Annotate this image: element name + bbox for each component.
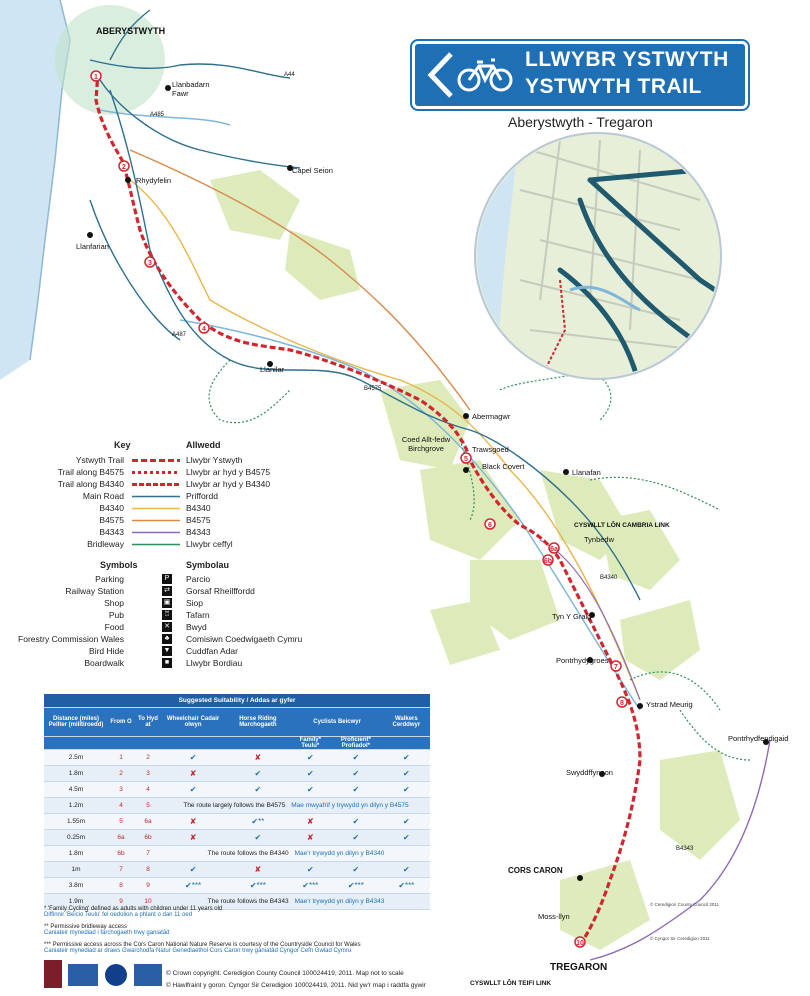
key-label-cy: Llwybr ar hyd y B4340 (186, 479, 271, 489)
bicycle-icon (455, 54, 515, 94)
label-pontrhydfendigaid: Pontrhydfendigaid (728, 734, 789, 743)
note-cors-caron (44, 942, 361, 954)
railway-station-icon: ⇄ (162, 586, 172, 596)
key-label-en: B4343 (99, 527, 124, 537)
key-label-cy: B4575 (186, 515, 211, 525)
table-cell: ✔ (329, 862, 383, 878)
symbol-label-en: Bird Hide (89, 646, 124, 656)
key-row (0, 455, 320, 466)
table-cell: ✔ (292, 782, 329, 798)
key-heading-en: Key (114, 440, 131, 450)
sign-title-welsh: LLWYBR YSTWYTH (525, 48, 729, 71)
key-row (0, 515, 320, 526)
table-header-row (44, 708, 430, 737)
table-cell: ✔ (329, 750, 383, 766)
table-cell: ✘ (224, 862, 291, 878)
table-row (44, 766, 430, 782)
symbol-label-en: Food (104, 622, 124, 632)
key-label-en: Trail along B4340 (57, 479, 124, 489)
svg-text:6a: 6a (550, 546, 558, 553)
symbol-label-cy: Siop (186, 598, 204, 608)
symbol-label-cy: Bwyd (186, 622, 207, 632)
symbol-row (0, 622, 320, 633)
road-label-a44: A44 (284, 72, 295, 78)
table-cell: ✘ (162, 814, 224, 830)
key-row (0, 479, 320, 490)
symbol-row (0, 646, 320, 657)
route-note-cy: Mae mwyafrif y trywydd yn dilyn y B4575 (291, 802, 409, 809)
table-cell: ✔ (162, 750, 224, 766)
table-row (44, 846, 430, 862)
route-note-en: The route follows the B4340 (207, 850, 289, 857)
col-proficient: Proficient* Profiadol* (329, 737, 383, 750)
symbol-label-en: Railway Station (65, 586, 124, 596)
table-cell: 8 (108, 878, 134, 894)
road-label-a485: A485 (150, 112, 165, 118)
note-bridleway (44, 924, 169, 936)
note-cy: Diffinnir 'Beicio Teulu' fel oedolion a phlant o dan 11 oed (44, 912, 193, 918)
svg-text:8: 8 (620, 700, 624, 707)
road-label-b4340: B4340 (600, 575, 618, 581)
table-cell: 4.5m (44, 782, 108, 798)
symbols-heading-cy: Symbolau (186, 560, 230, 570)
key-label-cy: Llwybr Ystwyth (186, 455, 243, 465)
table-cell: 2 (108, 766, 134, 782)
table-cell: ✔ (292, 862, 329, 878)
table-cell: ✔ (224, 766, 291, 782)
table-row (44, 862, 430, 878)
route-note-en: The route largely follows the B4575 (183, 802, 286, 809)
note-cy: Caniateir mynediad i farchogaeth trwy ganiatâd (44, 930, 170, 936)
wag-logo (68, 964, 98, 986)
svg-text:5: 5 (464, 456, 468, 463)
table-row (44, 750, 430, 766)
symbol-label-cy: Parcio (186, 574, 211, 584)
table-cell: 1m (44, 862, 108, 878)
table-cell: 2.5m (44, 750, 108, 766)
parking-icon: P (162, 574, 172, 584)
label-tregaron: TREGARON (550, 962, 608, 973)
key-label-en: B4575 (99, 515, 124, 525)
copyright-cy: © Hawlfraint y goron. Cyngor Sir Ceredigion 100024419, 2011. Nid yw'r map i raddfa gywir (166, 982, 426, 989)
funding-logo (134, 964, 162, 986)
label-tyn-y-graig: Tyn Y Graig (552, 612, 592, 621)
col-cyclists: Cyclists Beicwyr (292, 708, 383, 737)
trail-swatch (132, 459, 180, 462)
table-cell: 6a (108, 830, 134, 846)
label-llanafan: Llanafan (572, 468, 601, 477)
bird-hide-icon: ▼ (163, 647, 171, 654)
symbol-label-cy: Comisiwn Coedwigaeth Cymru (186, 634, 303, 644)
col-to: To Hyd at (134, 708, 162, 737)
svg-text:6: 6 (488, 522, 492, 529)
key-label-cy: B4343 (186, 527, 211, 537)
table-cell: 1.55m (44, 814, 108, 830)
key-row (0, 527, 320, 538)
table-cell: ✘ (224, 750, 291, 766)
label-trawsgoed: Trawsgoed (472, 445, 509, 454)
label-llanfarian: Llanfarian (76, 242, 109, 251)
table-cell: ✔ (383, 830, 430, 846)
table-cell: ✘ (292, 830, 329, 846)
table-cell: 2 (134, 750, 162, 766)
route-note-cy: Mae'r trywydd yn dilyn y B4340 (294, 850, 385, 857)
blank-cell (383, 737, 430, 750)
table-cell: ✔*** (383, 878, 430, 894)
table-cell: 1.8m (44, 766, 108, 782)
table-cell: 6b (134, 830, 162, 846)
label-lon-teifi: CYSWLLT LÔN TEIFI LINK (470, 980, 552, 987)
b4343-swatch (132, 531, 180, 534)
main-road-swatch (132, 495, 180, 498)
symbol-row (0, 586, 320, 597)
suitability-table (44, 694, 430, 910)
food-icon: ✕ (162, 622, 172, 632)
symbol-label-cy: Cuddfan Adar (186, 646, 238, 656)
table-cell: 4 (108, 798, 134, 814)
col-distance: Distance (miles) Pellter (milltiroedd) (44, 708, 108, 737)
table-cell: ✔ (383, 814, 430, 830)
symbol-label-en: Forestry Commission Wales (18, 634, 124, 644)
table-cell: 5 (108, 814, 134, 830)
table-cell: 3.8m (44, 878, 108, 894)
table-cell: ✔ (162, 782, 224, 798)
label-ystrad-meurig: Ystrad Meurig (646, 700, 693, 709)
table-row (44, 878, 430, 894)
table-cell: 8 (134, 862, 162, 878)
eu-flag-logo (105, 964, 127, 986)
key-label-en: Main Road (82, 491, 124, 501)
blank-cell (44, 737, 292, 750)
table-cell: 1.8m (44, 846, 108, 862)
key-row (0, 491, 320, 502)
table-cell: 9 (134, 878, 162, 894)
note-en: ** Permissive bridleway access (44, 924, 128, 930)
key-label-en: Trail along B4575 (57, 467, 124, 477)
svg-text:6b: 6b (543, 558, 553, 565)
table-cell: 7 (108, 862, 134, 878)
note-en: * 'Family Cycling' defined as adults with children under 11 years old (44, 906, 223, 912)
table-row (44, 814, 430, 830)
label-abermagwr: Abermagwr (472, 412, 511, 421)
road-label-b4343: B4343 (676, 846, 694, 852)
table-cell: ✔ (162, 862, 224, 878)
symbol-row (0, 598, 320, 609)
table-cell (162, 798, 430, 814)
trail-b4340-swatch (132, 483, 180, 486)
label-rhydyfelin: Rhydyfelin (136, 176, 172, 185)
shop-icon: ▣ (163, 599, 171, 606)
table-cell: 10 (134, 894, 162, 910)
symbol-row (0, 634, 320, 645)
sign-title-english: YSTWYTH TRAIL (525, 75, 702, 98)
table-title-row (44, 694, 430, 708)
table-cell: ✔*** (162, 878, 224, 894)
table-cell: ✔ (329, 782, 383, 798)
bridleway-swatch (132, 543, 180, 546)
table-cell: 5 (134, 798, 162, 814)
symbol-label-cy: Tafarn (186, 610, 210, 620)
route-note-en: The route follows the B4343 (207, 898, 289, 905)
label-aberystwyth: ABERYSTWYTH (96, 26, 166, 36)
symbol-row (0, 610, 320, 621)
route-subtitle: Aberystwyth - Tregaron (508, 114, 653, 130)
table-cell: ✔ (292, 750, 329, 766)
table-cell: 3 (108, 782, 134, 798)
right-notice-cy: © Cyngor Sir Ceredigion 2011 (650, 936, 710, 941)
label-lon-cambria: CYSWLLT LÔN CAMBRIA LINK (574, 522, 670, 529)
key-label-en: Bridleway (87, 539, 124, 549)
table-cell: 1 (108, 750, 134, 766)
table-cell: ✔ (329, 814, 383, 830)
table-cell: 6b (108, 846, 134, 862)
symbol-row (0, 574, 320, 585)
table-cell: 1.2m (44, 798, 108, 814)
trail-b4575-swatch (132, 471, 180, 474)
table-cell: ✘ (162, 830, 224, 846)
label-capel-seion: Capel Seion (292, 166, 333, 175)
col-horse: Horse Riding Marchogaeth (224, 708, 291, 737)
svg-text:3: 3 (148, 260, 152, 267)
boardwalk-icon: ■ (162, 658, 172, 668)
label-tynbedw: Tynbedw (584, 535, 615, 544)
b4575-swatch (132, 519, 180, 522)
table-body (44, 750, 430, 910)
symbol-label-cy: Llwybr Bordiau (186, 658, 243, 668)
sponsor-logos (44, 960, 164, 990)
table-row (44, 782, 430, 798)
col-wheelchair: Wheelchair Cadair olwyn (162, 708, 224, 737)
table-cell: ✔ (383, 766, 430, 782)
table-cell: 4 (134, 782, 162, 798)
symbol-label-en: Shop (104, 598, 124, 608)
table-cell: ✔ (329, 766, 383, 782)
council-crest-logo (44, 960, 62, 988)
table-cell: ✔ (383, 750, 430, 766)
symbol-label-en: Boardwalk (84, 658, 124, 668)
label-llanbadarn: Llanbadarn Fawr (172, 80, 210, 98)
right-notice-en: © Ceredigion County Council 2011 (650, 902, 720, 907)
table-cell: ✔ (383, 862, 430, 878)
key-label-en: B4340 (99, 503, 124, 513)
road-label-a487: A487 (172, 332, 187, 338)
label-llanilar: Llanilar (260, 365, 285, 374)
key-label-cy: Llwybr ceffyl (186, 539, 233, 549)
table-subheader-row (44, 737, 430, 750)
table-cell: ✔*** (329, 878, 383, 894)
table-cell: 1.9m (44, 894, 108, 910)
key-heading-cy: Allwedd (186, 440, 221, 450)
route-note-cy: Mae'r trywydd yn dilyn y B4343 (294, 898, 385, 905)
table-cell: ✔*** (292, 878, 329, 894)
label-cors-caron: CORS CARON (508, 866, 563, 875)
svg-text:2: 2 (122, 164, 126, 171)
key-row (0, 503, 320, 514)
note-en: *** Permissive access across the Cors Caron National Nature Reserve is courtesy of the Countryside Council for Wales (44, 942, 361, 948)
key-row (0, 467, 320, 478)
copyright-en: © Crown copyright. Ceredigion County Council 100024419, 2011. Map not to scale (166, 970, 404, 977)
table-row (44, 830, 430, 846)
key-row (0, 539, 320, 550)
road-label-b4575: B4575 (364, 386, 382, 392)
table-cell (162, 846, 430, 862)
svg-text:1: 1 (94, 74, 98, 81)
table-cell: 3 (134, 766, 162, 782)
forestry-icon: ♣ (162, 634, 172, 644)
label-coed-allt-fedw: Coed Allt-fedw Birchgrove (401, 435, 451, 453)
symbol-label-en: Parking (95, 574, 124, 584)
table-cell: ✔ (292, 766, 329, 782)
note-family (44, 906, 222, 918)
label-moss-llyn: Moss-llyn (538, 912, 570, 921)
key-label-cy: B4340 (186, 503, 211, 513)
table-cell: ✔*** (224, 878, 291, 894)
label-black-covert: Black Covert (482, 462, 525, 471)
table-cell: 7 (134, 846, 162, 862)
table-cell: ✔ (224, 782, 291, 798)
col-walkers: Walkers Cerddwyr (383, 708, 430, 737)
note-cy: Caniateir mynediad ar draws Gwarchodfa Natur Genedlaethol Cors Caron trwy ganiatâd Cyngor Cefn Gwlad Cymru (44, 948, 352, 954)
svg-text:4: 4 (202, 326, 206, 333)
table-cell: 6a (134, 814, 162, 830)
svg-text:7: 7 (614, 664, 618, 671)
symbols-heading-en: Symbols (100, 560, 138, 570)
table-cell: ✘ (292, 814, 329, 830)
col-family: Family* Teulu* (292, 737, 329, 750)
table-cell: ✔ (224, 830, 291, 846)
symbol-label-cy: Gorsaf Rheilffordd (186, 586, 255, 596)
table-title: Suggested Suitability / Addas ar gyfer (44, 694, 430, 708)
table-row (44, 798, 430, 814)
symbol-label-en: Pub (108, 610, 124, 620)
label-swyddffynnon: Swyddffynnon (566, 768, 613, 777)
table-cell: ✘ (162, 766, 224, 782)
key-label-cy: Priffordd (186, 491, 218, 501)
svg-text:10: 10 (576, 940, 584, 947)
table-cell: ✔** (224, 814, 291, 830)
key-label-cy: Llwybr ar hyd y B4575 (186, 467, 271, 477)
table-cell: 9 (108, 894, 134, 910)
table-cell: ✔ (329, 830, 383, 846)
b4340-swatch (132, 507, 180, 510)
table-cell: ✔ (383, 782, 430, 798)
col-from: From O (108, 708, 134, 737)
trail-sign (412, 41, 748, 109)
pub-icon: ♖ (163, 611, 171, 618)
symbol-row (0, 658, 320, 669)
key-label-en: Ystwyth Trail (75, 455, 124, 465)
label-pontrhydygroes: Pontrhydygroes (556, 656, 609, 665)
table-cell: 0.25m (44, 830, 108, 846)
